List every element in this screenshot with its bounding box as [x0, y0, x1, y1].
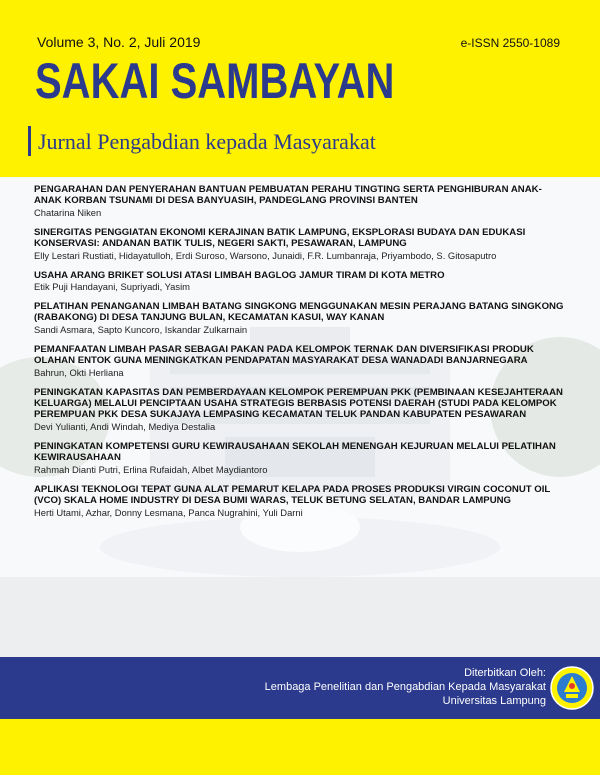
article-title: USAHA ARANG BRIKET SOLUSI ATASI LIMBAH BAGLOG JAMUR TIRAM DI KOTA METRO	[34, 269, 445, 281]
volume-info: Volume 3, No. 2, Juli 2019	[37, 34, 201, 50]
published-by-label: Diterbitkan Oleh:	[464, 667, 546, 679]
subtitle-bar	[0, 123, 600, 157]
article-item[interactable]	[34, 184, 569, 218]
article-item[interactable]	[34, 301, 569, 335]
subtitle-divider	[28, 126, 31, 156]
article-item[interactable]	[34, 227, 569, 261]
article-authors: Chatarina Niken	[34, 206, 102, 218]
cover-header	[0, 0, 600, 177]
university-lampung-logo-icon	[550, 666, 594, 710]
article-item[interactable]	[34, 484, 569, 518]
publisher-university: Universitas Lampung	[442, 695, 546, 707]
article-title: APLIKASI TEKNOLOGI TEPAT GUNA ALAT PEMARUT KELAPA PADA PROSES PRODUKSI VIRGIN COCONUT OIL (VCO) SKALA HOME INDUSTRY DI DESA BUMI WARAS, TELUK BETUNG SELATAN, BANDAR LAMPUNG	[34, 483, 551, 507]
journal-subtitle: Jurnal Pengabdian kepada Masyarakat	[38, 129, 376, 154]
article-title: PELATIHAN PENANGANAN LIMBAH BATANG SINGKONG MENGGUNAKAN MESIN PERAJANG BATANG SINGKONG (RABAKONG) DI DESA TANJUNG BULAN, KECAMATAN KASUI, WAY KANAN	[34, 301, 564, 324]
article-item[interactable]	[34, 344, 569, 378]
article-authors: Rahmah Dianti Putri, Erlina Rufaidah, Albet Maydiantoro	[34, 463, 268, 475]
journal-title: SAKAI SAMBAYAN	[35, 53, 395, 109]
article-authors: Etik Puji Handayani, Supriyadi, Yasim	[34, 281, 190, 293]
article-item[interactable]	[34, 387, 569, 432]
article-title: SINERGITAS PENGGIATAN EKONOMI KERAJINAN BATIK LAMPUNG, EKSPLORASI BUDAYA DAN EDUKASI KONSERVASI: ANDANAN BATIK TULIS, NEGERI SAKTI, PESAWARAN, LAMPUNG	[34, 226, 526, 250]
article-title: PENINGKATAN KAPASITAS DAN PEMBERDAYAAN KELOMPOK PEREMPUAN PKK (PEMBINAAN KESEJAHTERAAN KELUARGA) MELALUI PENCIPTAAN USAHA STRATEGIS BERBASIS POTENSI DAERAH (STUDI PADA KELOMPOK PEREMPUAN PKK DESA SUKAJAYA LEMPASING KECAMATAN TELUK PANDAN KABUPATEN PESAWARAN	[34, 386, 563, 421]
article-title: PEMANFAATAN LIMBAH PASAR SEBAGAI PAKAN PADA KELOMPOK TERNAK DAN DIVERSIFIKASI PRODUK OLAHAN ENTOK GUNA MENINGKATKAN PENDAPATAN MASYARAKAT DESA WANADADI BANJARNEGARA	[34, 343, 534, 367]
article-title: PENGARAHAN DAN PENYERAHAN BANTUAN PEMBUATAN PERAHU TINGTING SERTA PENGHIBURAN ANAK-ANAK KORBAN TSUNAMI DI DESA BANYUASIH, PANDEGLANG PROVINSI BANTEN	[34, 184, 542, 207]
article-item[interactable]	[34, 270, 569, 292]
article-title: PENINGKATAN KOMPETENSI GURU KEWIRAUSAHAAN SEKOLAH MENENGAH KEJURUAN MELALUI PELATIHAN KEWIRAUSAHAAN	[34, 440, 556, 464]
article-authors: Elly Lestari Rustiati, Hidayatulloh, Erdi Suroso, Warsono, Junaidi, F.R. Lumbanraja, Priyambodo, S. Gitosaputro	[34, 249, 497, 261]
article-list	[34, 184, 569, 527]
article-authors: Herti Utami, Azhar, Donny Lesmana, Panca Nugrahini, Yuli Darni	[34, 506, 303, 518]
publisher-footer	[0, 657, 600, 719]
article-item[interactable]	[34, 441, 569, 475]
cover-bottom-band	[0, 719, 600, 775]
article-authors: Sandi Asmara, Sapto Kuncoro, Iskandar Zulkarnain	[34, 323, 248, 335]
article-authors: Bahrun, Okti Herliana	[34, 366, 124, 378]
issn-info: e-ISSN 2550-1089	[460, 36, 560, 50]
article-authors: Devi Yulianti, Andi Windah, Mediya Destalia	[34, 420, 216, 432]
publisher-institution: Lembaga Penelitian dan Pengabdian Kepada Masyarakat	[264, 681, 546, 693]
